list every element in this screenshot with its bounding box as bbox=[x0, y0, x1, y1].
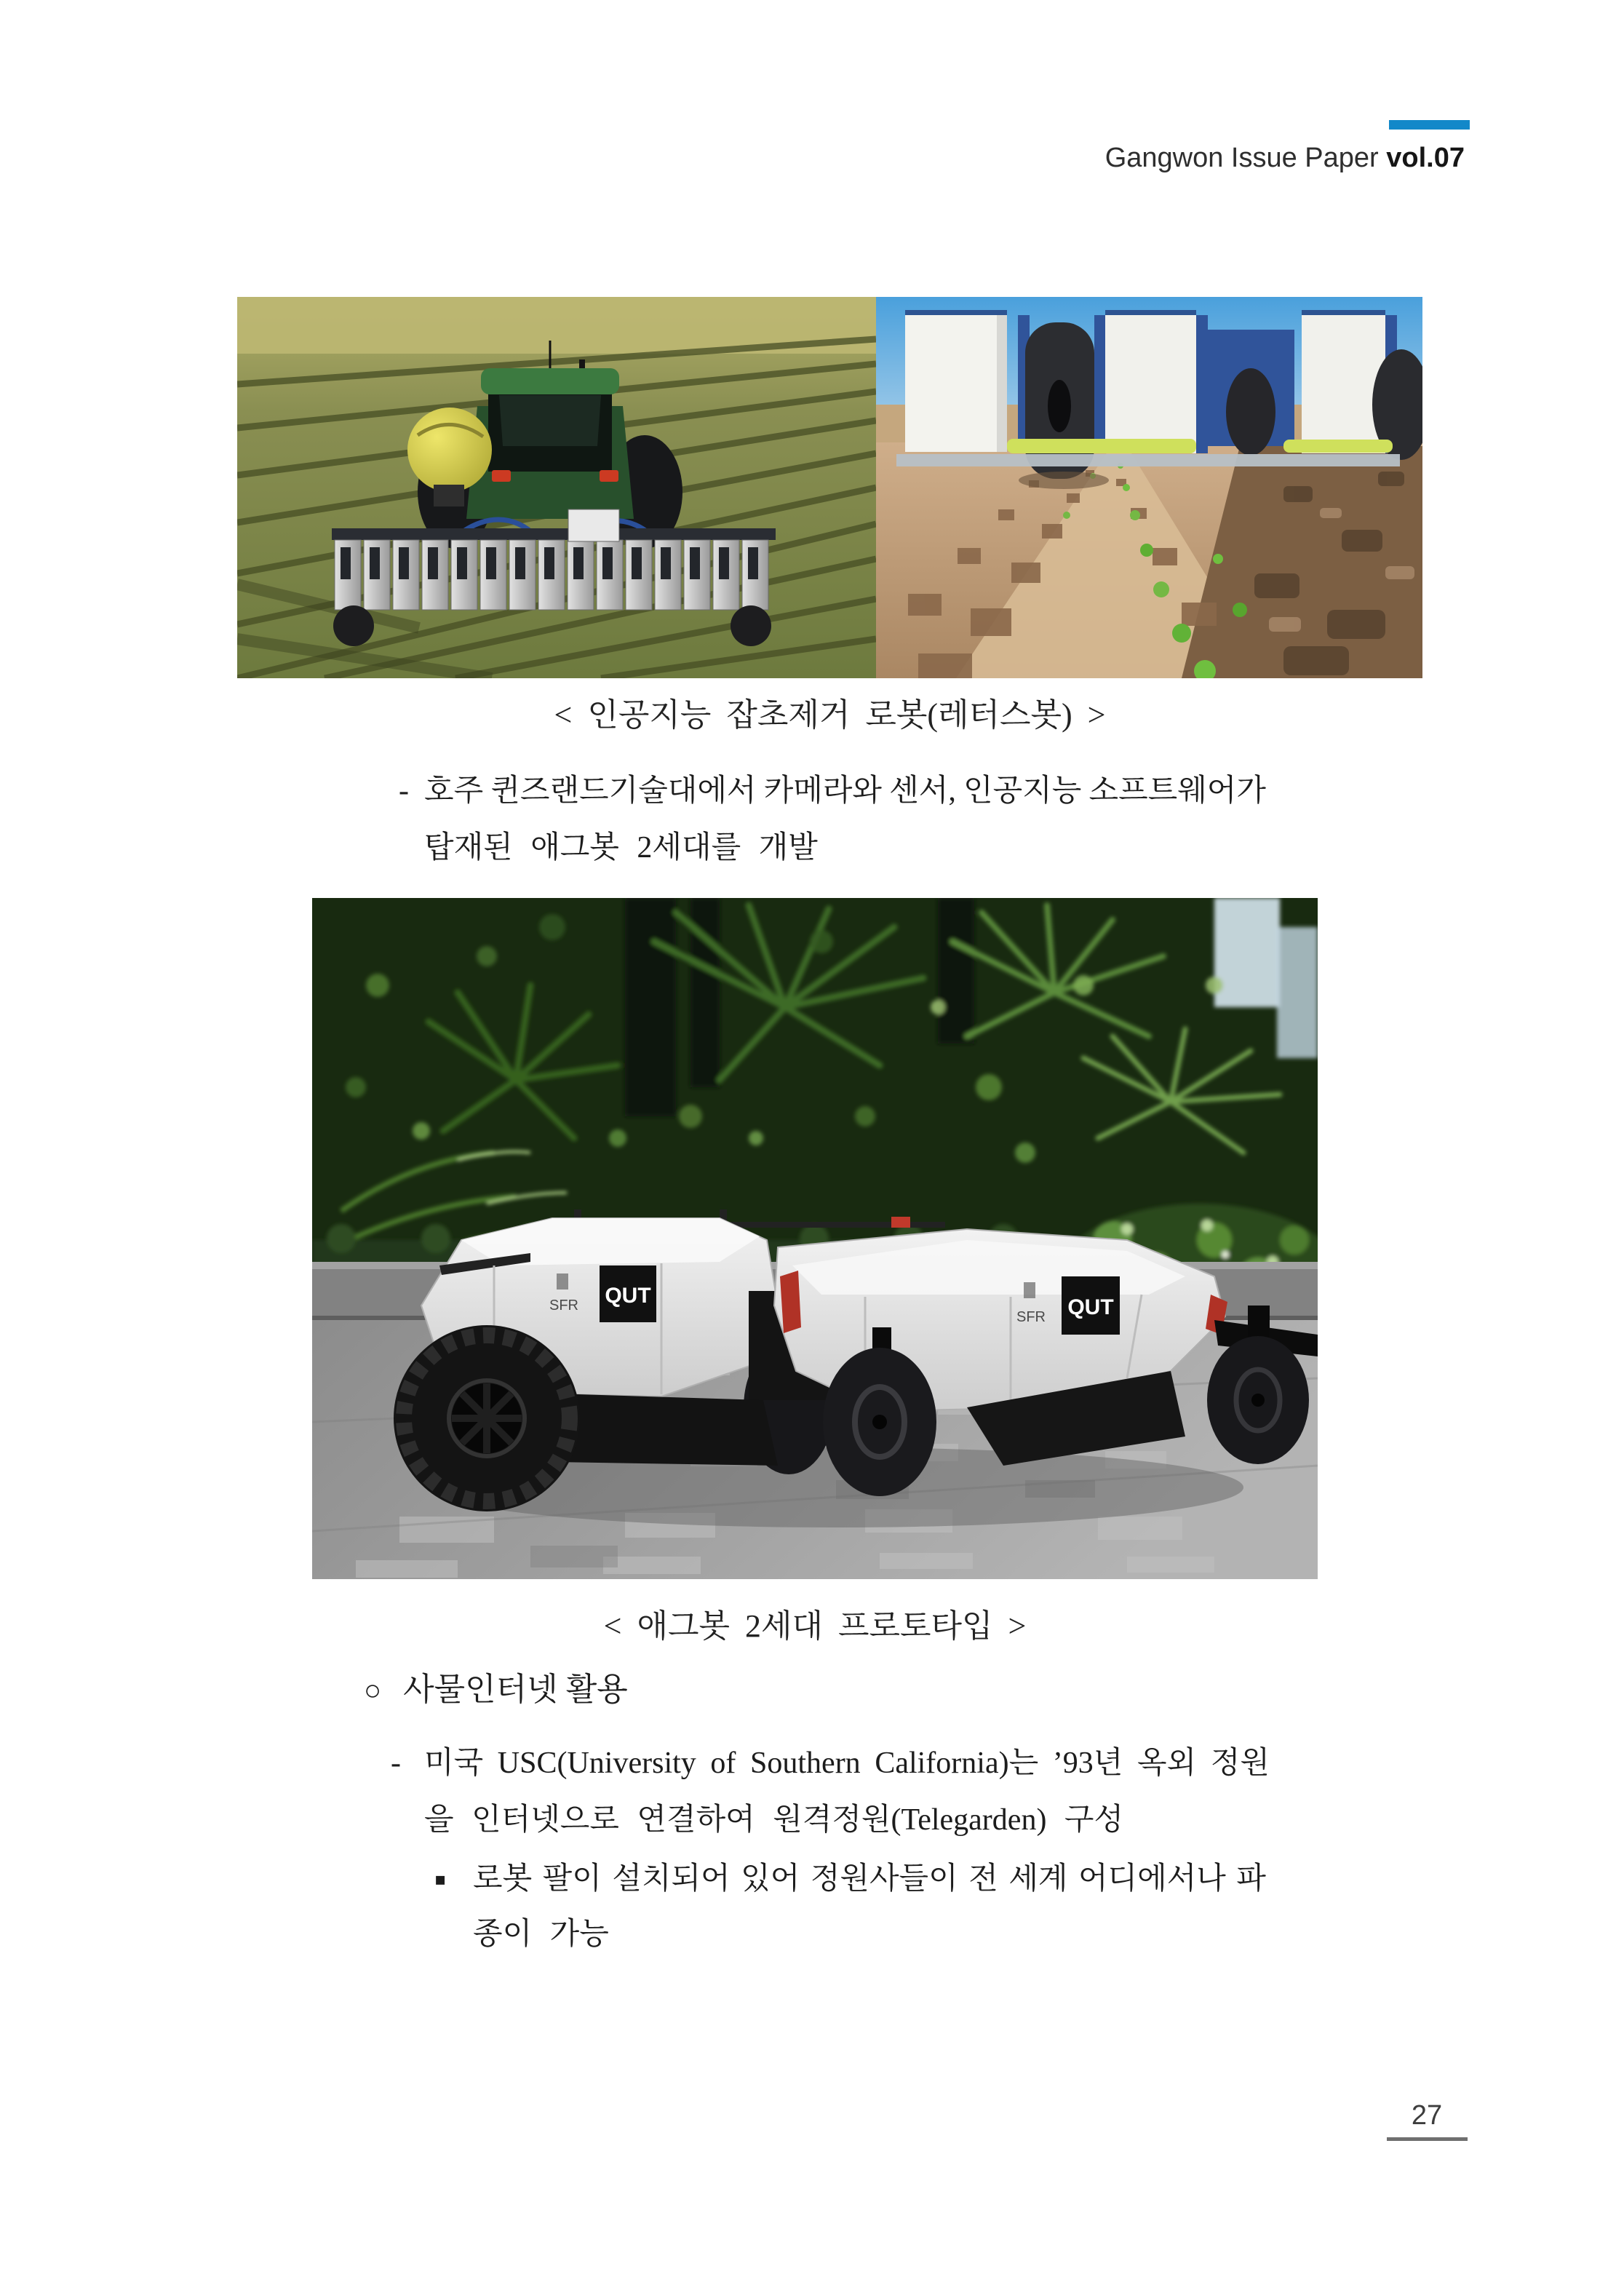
header-title-regular: Gangwon Issue Paper bbox=[1104, 143, 1387, 173]
figure-agbot-prototype bbox=[312, 898, 1318, 1579]
agbot-prototype-photo bbox=[312, 898, 1318, 1579]
caster-wheel-right bbox=[1207, 1336, 1309, 1464]
bullet-agbot bbox=[399, 763, 1266, 876]
header-title-volume: vol.07 bbox=[1386, 143, 1465, 173]
tractor-weeding-field-photo bbox=[237, 297, 876, 678]
subbullet-robot-arm-line2: 종이 가능 bbox=[473, 1918, 609, 1951]
bullet-agbot-line2: 탑재된 애그봇 2세대를 개발 bbox=[424, 831, 818, 865]
bullet-telegarden bbox=[391, 1735, 1270, 1848]
qut-logo-front: QUT bbox=[1067, 1295, 1114, 1319]
square-bullet-icon: ▪ bbox=[434, 1869, 447, 1889]
section-iot-title: 사물인터넷 활용 bbox=[403, 1672, 628, 1707]
sprayer-tank bbox=[407, 408, 492, 492]
lettuce-bot-seedling-rows-photo bbox=[876, 297, 1422, 678]
header-accent-bar bbox=[1389, 120, 1470, 130]
dash-bullet-icon: - bbox=[399, 774, 409, 808]
dash-bullet-icon: - bbox=[391, 1747, 401, 1780]
bullet-agbot-line1: 호주 퀸즈랜드기술대에서 카메라와 센서, 인공지능 소프트웨어가 bbox=[424, 774, 1266, 808]
bullet-telegarden-line1: 미국 USC(University of Southern California)는 ’93년 옥외 정원 bbox=[424, 1747, 1270, 1780]
bullet-telegarden-line2: 을 인터넷으로 연결하여 원격정원(Telegarden) 구성 bbox=[424, 1803, 1124, 1837]
figure-weeding-robots bbox=[237, 297, 1422, 678]
subbullet-robot-arm-line1: 로봇 팔이 설치되어 있어 정원사들이 전 세계 어디에서나 파 bbox=[473, 1862, 1266, 1896]
page-number: 27 bbox=[1411, 2100, 1443, 2131]
section-iot bbox=[364, 1668, 628, 1712]
sfr-logo-rear: SFR bbox=[549, 1298, 578, 1314]
footer-rule bbox=[1387, 2137, 1468, 2141]
figure2-caption: < 애그봇 2세대 프로토타입 > bbox=[603, 1608, 1027, 1644]
figure1-caption: < 인공지능 잡초제거 로봇(레터스봇) > bbox=[554, 697, 1106, 733]
qut-logo-rear: QUT bbox=[605, 1284, 651, 1308]
circle-bullet-icon: ○ bbox=[364, 1674, 382, 1706]
header-title bbox=[1105, 143, 1465, 174]
subbullet-robot-arm bbox=[434, 1851, 1266, 1962]
lettuce-bot-machines bbox=[896, 310, 1422, 489]
sfr-logo-front: SFR bbox=[1016, 1309, 1046, 1325]
knobby-wheel bbox=[394, 1325, 580, 1511]
caster-wheel-mid bbox=[823, 1348, 936, 1496]
